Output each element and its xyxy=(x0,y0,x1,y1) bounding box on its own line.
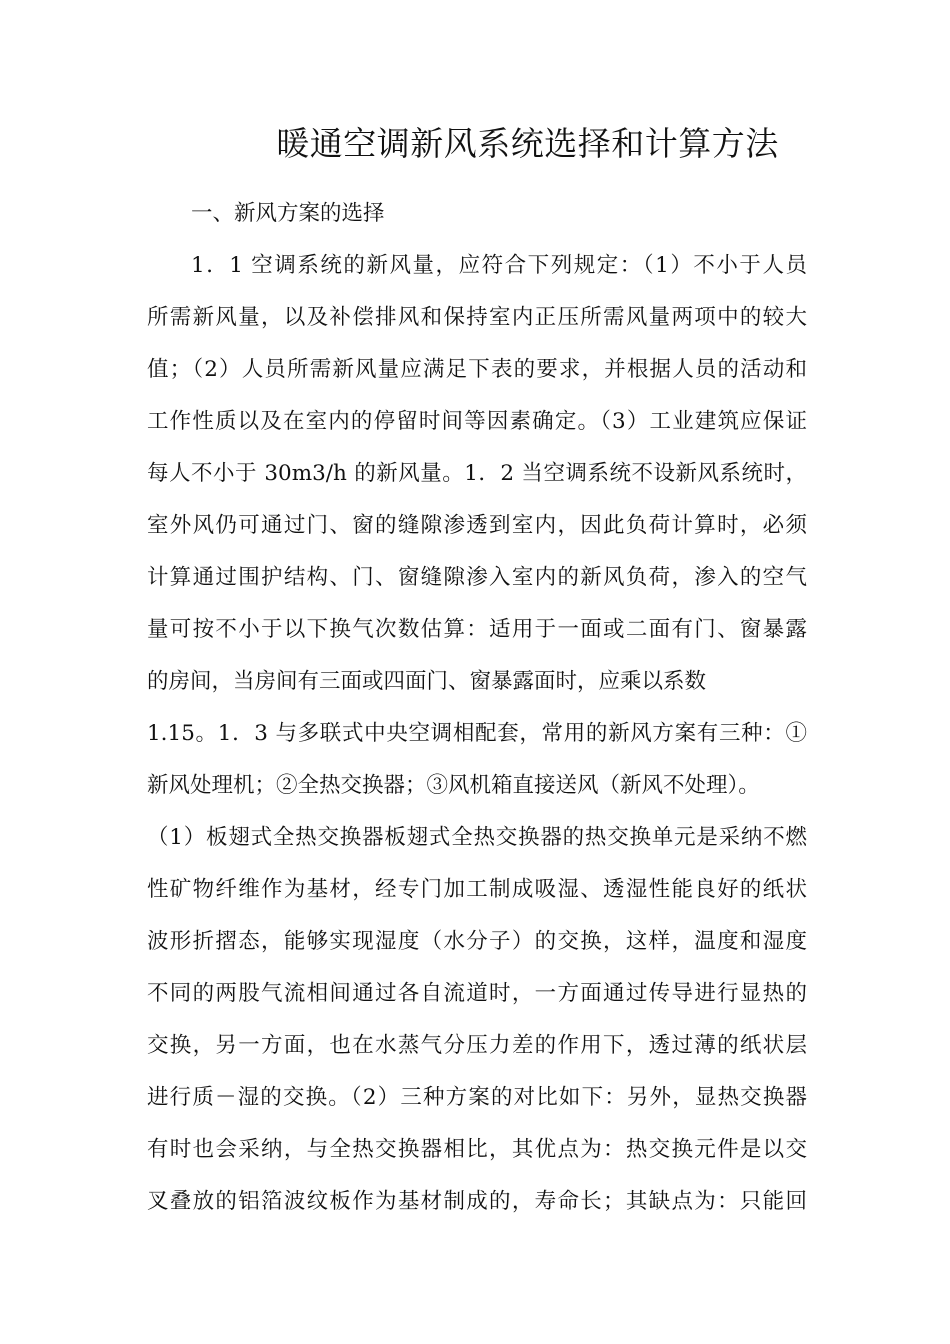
paragraph-line: 交换，另一方面，也在水蒸气分压力差的作用下，透过薄的纸状层 xyxy=(147,1033,807,1058)
paragraph-line: 所需新风量，以及补偿排风和保持室内正压所需风量两项中的较大 xyxy=(147,305,807,330)
paragraph-line: 室外风仍可通过门、窗的缝隙渗透到室内，因此负荷计算时，必须 xyxy=(147,513,807,538)
paragraph-line: 波形折摺态，能够实现湿度（水分子）的交换，这样，温度和湿度 xyxy=(147,929,807,954)
paragraph-line: 叉叠放的铝箔波纹板作为基材制成的，寿命长；其缺点为：只能回 xyxy=(147,1189,807,1214)
paragraph-line: 的房间，当房间有三面或四面门、窗暴露面时，应乘以系数 xyxy=(147,669,707,694)
paragraph-line: 值；（2）人员所需新风量应满足下表的要求，并根据人员的活动和 xyxy=(147,357,807,382)
paragraph-line: 不同的两股气流相间通过各自流道时，一方面通过传导进行显热的 xyxy=(147,981,807,1006)
paragraph-line: 1．1 空调系统的新风量，应符合下列规定：（1）不小于人员 xyxy=(191,253,807,278)
section-heading: 一、新风方案的选择 xyxy=(191,201,385,226)
paragraph-line: 进行质－湿的交换。（2）三种方案的对比如下：另外，显热交换器 xyxy=(147,1085,807,1110)
paragraph-line: 每人不小于 30m3/h 的新风量。1．2 当空调系统不设新风系统时， xyxy=(147,461,807,486)
paragraph-line: （1）板翅式全热交换器板翅式全热交换器的热交换单元是采纳不燃 xyxy=(147,825,807,850)
paragraph-line: 新风处理机；②全热交换器；③风机箱直接送风（新风不处理）。 xyxy=(147,773,760,798)
paragraph-line: 性矿物纤维作为基材，经专门加工制成吸湿、透湿性能良好的纸状 xyxy=(147,877,807,902)
paragraph-line: 1.15。1．3 与多联式中央空调相配套，常用的新风方案有三种：① xyxy=(147,721,807,746)
paragraph-line: 量可按不小于以下换气次数估算：适用于一面或二面有门、窗暴露 xyxy=(147,617,807,642)
paragraph-line: 计算通过围护结构、门、窗缝隙渗入室内的新风负荷，渗入的空气 xyxy=(147,565,807,590)
paragraph-line: 工作性质以及在室内的停留时间等因素确定。（3）工业建筑应保证 xyxy=(147,409,807,434)
paragraph-line: 有时也会采纳，与全热交换器相比，其优点为：热交换元件是以交 xyxy=(147,1137,807,1162)
document-title: 暖通空调新风系统选择和计算方法 xyxy=(276,124,779,163)
